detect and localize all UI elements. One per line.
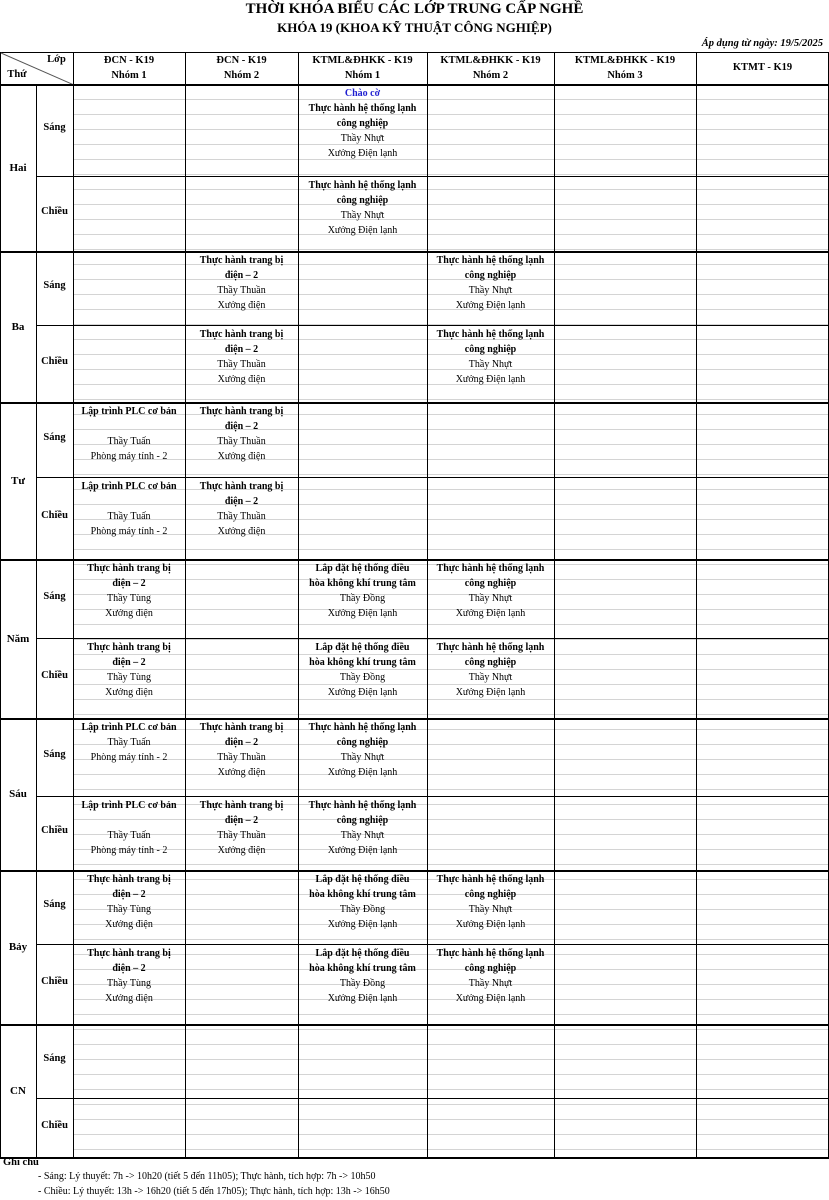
session-divider bbox=[36, 176, 829, 177]
session-label: Sáng bbox=[43, 280, 66, 291]
detail-line: Xưởng điện bbox=[105, 919, 153, 930]
subject-line: công nghiệp bbox=[464, 578, 517, 589]
session-label: Sáng bbox=[43, 899, 66, 910]
column-header bbox=[427, 53, 554, 83]
detail-line: Thầy Nhựt bbox=[468, 359, 513, 370]
schedule-cell bbox=[185, 798, 298, 858]
schedule-cell bbox=[73, 798, 185, 858]
column-header-class: KTML&ĐHKK - K19 bbox=[312, 55, 413, 66]
session-divider bbox=[36, 477, 829, 478]
subject-line: điện – 2 bbox=[224, 344, 259, 355]
detail-line: Xưởng Điện lạnh bbox=[327, 767, 398, 778]
subject-line: Lập trình PLC cơ bản bbox=[81, 406, 177, 417]
schedule-cell bbox=[298, 872, 427, 932]
row-gridline bbox=[73, 939, 829, 940]
detail-line: Phòng máy tính - 2 bbox=[90, 845, 168, 856]
schedule-cell bbox=[298, 946, 427, 1006]
day-divider bbox=[0, 1157, 829, 1159]
subject-line: Lắp đặt hệ thống điều bbox=[315, 563, 410, 574]
session-label: Chiều bbox=[41, 205, 68, 217]
subject-line: Lập trình PLC cơ bản bbox=[81, 481, 177, 492]
subject-line: Thực hành hệ thống lạnh bbox=[436, 255, 545, 266]
row-gridline bbox=[73, 1119, 829, 1120]
subject-line: điện – 2 bbox=[224, 815, 259, 826]
session-divider bbox=[36, 944, 829, 945]
detail-line: Thầy Tuấn bbox=[107, 737, 151, 748]
subject-line: hòa không khí trung tâm bbox=[309, 963, 416, 974]
detail-line: Xưởng Điện lạnh bbox=[455, 300, 526, 311]
schedule-cell bbox=[73, 404, 185, 464]
subject-line: điện – 2 bbox=[112, 963, 146, 974]
detail-line: Thầy Nhựt bbox=[340, 133, 385, 144]
row-gridline bbox=[73, 789, 829, 790]
session-divider bbox=[36, 638, 829, 639]
detail-line: Thầy Tuấn bbox=[107, 511, 151, 522]
subject-line: điện – 2 bbox=[224, 737, 259, 748]
schedule-cell bbox=[427, 253, 554, 313]
subject-line: công nghiệp bbox=[464, 270, 517, 281]
detail-line: Thầy Đồng bbox=[339, 904, 386, 915]
detail-line: Thầy Đồng bbox=[339, 672, 386, 683]
column-header-group: Nhóm 2 bbox=[223, 70, 260, 81]
column-divider bbox=[554, 52, 555, 1157]
detail-line: Thầy Nhựt bbox=[340, 210, 385, 221]
detail-line: Thầy Tuấn bbox=[107, 830, 151, 841]
subject-line: hòa không khí trung tâm bbox=[309, 578, 416, 589]
session-divider bbox=[36, 1098, 829, 1099]
column-header bbox=[73, 53, 185, 83]
schedule-cell bbox=[298, 86, 427, 161]
row-gridline bbox=[73, 549, 829, 550]
subject-line: Thực hành hệ thống lạnh bbox=[308, 722, 417, 733]
session-label: Chiều bbox=[41, 825, 68, 836]
row-gridline bbox=[73, 204, 829, 205]
detail-line: Thầy Đồng bbox=[339, 978, 386, 989]
subject-line: Thực hành trang bị bbox=[199, 255, 284, 266]
detail-line: Thầy Nhựt bbox=[468, 285, 513, 296]
subject-line: điện – 2 bbox=[224, 270, 259, 281]
row-gridline bbox=[73, 1074, 829, 1075]
detail-line: Thầy Thuần bbox=[217, 511, 266, 522]
subject-line: Thực hành hệ thống lạnh bbox=[308, 800, 417, 811]
subject-line: công nghiệp bbox=[464, 344, 517, 355]
detail-line: Xưởng Điện lạnh bbox=[327, 148, 398, 159]
detail-line: Xưởng Điện lạnh bbox=[327, 993, 398, 1004]
detail-line: Thầy Tùng bbox=[107, 904, 151, 915]
column-divider bbox=[36, 84, 37, 1157]
subject-line: Thực hành hệ thống lạnh bbox=[436, 563, 545, 574]
subject-line: Lập trình PLC cơ bản bbox=[81, 722, 177, 733]
schedule-cell bbox=[185, 720, 298, 780]
detail-line: Thầy Nhựt bbox=[340, 752, 385, 763]
detail-line: Thầy Thuần bbox=[217, 359, 266, 370]
subject-line: hòa không khí trung tâm bbox=[309, 657, 416, 668]
session-label: Chiều bbox=[41, 1119, 68, 1131]
subject-line: Thực hành trang bị bbox=[199, 722, 284, 733]
detail-line: Xưởng Điện lạnh bbox=[327, 919, 398, 930]
detail-line: Thầy Thuần bbox=[217, 436, 266, 447]
session-divider bbox=[36, 325, 829, 326]
subject-line: Thực hành trang bị bbox=[87, 642, 171, 653]
schedule-cell bbox=[427, 872, 554, 932]
column-header-class: ĐCN - K19 bbox=[216, 55, 267, 66]
row-gridline bbox=[73, 1059, 829, 1060]
detail-line: Thầy Tuấn bbox=[107, 436, 151, 447]
subject-line: điện – 2 bbox=[224, 496, 259, 507]
row-gridline bbox=[73, 219, 829, 220]
detail-line: Xưởng Điện lạnh bbox=[327, 687, 398, 698]
schedule-cell bbox=[427, 640, 554, 700]
column-divider bbox=[185, 52, 186, 1157]
column-divider bbox=[696, 52, 697, 1157]
row-gridline bbox=[73, 1134, 829, 1135]
session-label: Chiều bbox=[41, 355, 68, 367]
schedule-cell bbox=[298, 798, 427, 858]
day-label: Hai bbox=[9, 161, 27, 174]
schedule-cell bbox=[298, 640, 427, 700]
detail-line: Xưởng Điện lạnh bbox=[327, 845, 398, 856]
detail-line: Xưởng điện bbox=[217, 374, 266, 385]
detail-line: Phòng máy tính - 2 bbox=[90, 752, 168, 763]
detail-line: Xưởng điện bbox=[217, 526, 266, 537]
corner-class-label: Lớp bbox=[47, 54, 66, 65]
day-divider bbox=[0, 251, 829, 253]
detail-line: Thầy Nhựt bbox=[468, 593, 513, 604]
row-gridline bbox=[73, 249, 829, 250]
subject-line: điện – 2 bbox=[112, 578, 146, 589]
day-label: Năm bbox=[6, 632, 30, 645]
notes-label: Ghi chú bbox=[3, 1157, 39, 1168]
column-header-group: Nhóm 2 bbox=[472, 70, 509, 81]
session-label: Sáng bbox=[43, 431, 66, 443]
detail-line: Thầy Nhựt bbox=[468, 978, 513, 989]
detail-line: Thầy Tùng bbox=[107, 593, 151, 604]
detail-line: Xưởng Điện lạnh bbox=[327, 608, 398, 619]
subject-line: điện – 2 bbox=[224, 421, 259, 432]
day-label: Tư bbox=[11, 474, 25, 487]
detail-line: Thầy Tùng bbox=[107, 978, 151, 989]
detail-line: Xưởng điện bbox=[105, 687, 153, 698]
schedule-cell bbox=[73, 561, 185, 621]
page-subtitle: KHÓA 19 (KHOA KỸ THUẬT CÔNG NGHIỆP) bbox=[277, 20, 552, 35]
detail-line: Thầy Thuần bbox=[217, 830, 266, 841]
row-gridline bbox=[73, 1014, 829, 1015]
row-gridline bbox=[73, 234, 829, 235]
row-gridline bbox=[73, 714, 829, 715]
row-gridline bbox=[73, 159, 829, 160]
column-header bbox=[696, 60, 829, 75]
row-gridline bbox=[73, 114, 829, 115]
session-label: Sáng bbox=[43, 749, 66, 760]
detail-line bbox=[73, 813, 185, 828]
detail-line: Thầy Nhựt bbox=[468, 672, 513, 683]
detail-line: Xưởng Điện lạnh bbox=[455, 687, 526, 698]
schedule-cell bbox=[298, 561, 427, 621]
row-gridline bbox=[73, 174, 829, 175]
schedule-cell bbox=[73, 640, 185, 700]
row-gridline bbox=[73, 1149, 829, 1150]
row-gridline bbox=[73, 189, 829, 190]
subject-line: Lắp đặt hệ thống điều bbox=[315, 874, 410, 885]
schedule-cell bbox=[298, 178, 427, 238]
subject-line: Thực hành trang bị bbox=[199, 800, 284, 811]
subject-line: công nghiệp bbox=[464, 963, 517, 974]
subject-line: công nghiệp bbox=[336, 118, 389, 129]
subject-line: Thực hành trang bị bbox=[199, 406, 284, 417]
notes-line-morning: - Sáng: Lý thuyết: 7h -> 10h20 (tiết 5 đến 11h05); Thực hành, tích hợp: 7h -> 10h50 bbox=[38, 1171, 376, 1182]
timetable-grid bbox=[0, 52, 829, 1157]
session-label: Chiều bbox=[41, 670, 68, 681]
detail-line: Thầy Nhựt bbox=[340, 830, 385, 841]
row-gridline bbox=[73, 99, 829, 100]
day-label: Bảy bbox=[8, 941, 28, 953]
detail-line: Thầy Thuần bbox=[217, 752, 266, 763]
ceremony-line: Chào cờ bbox=[344, 88, 381, 99]
schedule-cell bbox=[73, 946, 185, 1006]
detail-line: Xưởng điện bbox=[217, 300, 266, 311]
subject-line: công nghiệp bbox=[336, 737, 389, 748]
schedule-cell bbox=[185, 404, 298, 464]
subject-line: hòa không khí trung tâm bbox=[309, 889, 416, 900]
subject-line: công nghiệp bbox=[336, 195, 389, 206]
session-label: Sáng bbox=[43, 1053, 66, 1064]
subject-line: điện – 2 bbox=[112, 889, 146, 900]
row-gridline bbox=[73, 1029, 829, 1030]
session-label: Chiều bbox=[41, 976, 68, 987]
detail-line: Thầy Thuần bbox=[217, 285, 266, 296]
row-gridline bbox=[73, 864, 829, 865]
detail-line: Thầy Tùng bbox=[107, 672, 151, 683]
row-gridline bbox=[73, 1089, 829, 1090]
row-gridline bbox=[73, 399, 829, 400]
schedule-cell bbox=[73, 872, 185, 932]
subject-line: Thực hành trang bị bbox=[199, 481, 284, 492]
subject-line: Thực hành hệ thống lạnh bbox=[436, 329, 545, 340]
schedule-cell bbox=[298, 720, 427, 780]
schedule-cell bbox=[73, 720, 185, 765]
subject-line: Lắp đặt hệ thống điều bbox=[315, 948, 410, 959]
subject-line: công nghiệp bbox=[464, 657, 517, 668]
subject-line: Lập trình PLC cơ bản bbox=[81, 800, 177, 811]
day-label: Ba bbox=[11, 320, 25, 333]
apply-date: Áp dụng từ ngày: 19/5/2025 bbox=[701, 38, 823, 49]
row-gridline bbox=[73, 1104, 829, 1105]
day-label: CN bbox=[10, 1084, 26, 1097]
row-gridline bbox=[73, 474, 829, 475]
schedule-cell bbox=[427, 946, 554, 1006]
day-divider bbox=[0, 1024, 829, 1026]
schedule-cell bbox=[73, 479, 185, 539]
detail-line: Xưởng Điện lạnh bbox=[455, 919, 526, 930]
subject-line: Thực hành hệ thống lạnh bbox=[436, 642, 545, 653]
day-label: Sáu bbox=[9, 788, 27, 800]
session-label: Sáng bbox=[43, 590, 66, 602]
column-header-group: Nhóm 1 bbox=[111, 70, 147, 81]
detail-line: Xưởng Điện lạnh bbox=[327, 225, 398, 236]
detail-line: Xưởng điện bbox=[105, 608, 153, 619]
row-gridline bbox=[73, 129, 829, 130]
detail-line: Xưởng điện bbox=[217, 845, 266, 856]
column-header bbox=[554, 53, 696, 83]
session-divider bbox=[36, 796, 829, 797]
column-header-class: KTML&ĐHKK - K19 bbox=[574, 55, 676, 66]
column-header-group: Nhóm 1 bbox=[344, 70, 381, 81]
schedule-cell bbox=[185, 479, 298, 539]
subject-line: Thực hành trang bị bbox=[87, 563, 171, 574]
schedule-cell bbox=[427, 561, 554, 621]
detail-line: Xưởng Điện lạnh bbox=[455, 608, 526, 619]
detail-line: Thầy Nhựt bbox=[468, 904, 513, 915]
detail-line: Xưởng điện bbox=[105, 993, 153, 1004]
row-gridline bbox=[73, 144, 829, 145]
row-gridline bbox=[73, 1044, 829, 1045]
schedule-cell bbox=[185, 327, 298, 387]
detail-line: Xưởng điện bbox=[217, 451, 266, 462]
subject-line: Thực hành hệ thống lạnh bbox=[308, 103, 417, 114]
column-divider bbox=[0, 52, 1, 1157]
detail-line bbox=[73, 419, 185, 434]
subject-line: điện – 2 bbox=[112, 657, 146, 668]
session-label: Chiều bbox=[41, 510, 68, 521]
detail-line: Thầy Đồng bbox=[339, 593, 386, 604]
session-label: Sáng bbox=[43, 122, 66, 133]
detail-line bbox=[73, 494, 185, 509]
subject-line: công nghiệp bbox=[464, 889, 517, 900]
column-header bbox=[185, 53, 298, 83]
column-header bbox=[298, 53, 427, 83]
schedule-cell bbox=[185, 253, 298, 313]
corner-day-label: Thứ bbox=[7, 69, 27, 80]
column-header-class: ĐCN - K19 bbox=[103, 55, 155, 66]
column-header-class: KTML&ĐHKK - K19 bbox=[440, 55, 541, 66]
subject-line: Thực hành hệ thống lạnh bbox=[436, 874, 545, 885]
notes-line-afternoon: - Chiều: Lý thuyết: 13h -> 16h20 (tiết 5 đến 17h05); Thực hành, tích hợp: 13h -> 16h50 bbox=[38, 1186, 390, 1197]
detail-line: Phòng máy tính - 2 bbox=[90, 451, 168, 462]
subject-line: Thực hành hệ thống lạnh bbox=[308, 180, 417, 191]
column-header-group: Nhóm 3 bbox=[607, 70, 643, 81]
subject-line: Thực hành hệ thống lạnh bbox=[436, 948, 545, 959]
detail-line: Xưởng Điện lạnh bbox=[455, 374, 526, 385]
detail-line: Xưởng điện bbox=[217, 767, 266, 778]
detail-line: Xưởng Điện lạnh bbox=[455, 993, 526, 1004]
detail-line: Phòng máy tính - 2 bbox=[90, 526, 168, 537]
subject-line: công nghiệp bbox=[336, 815, 389, 826]
subject-line: Thực hành trang bị bbox=[199, 329, 284, 340]
subject-line: Lắp đặt hệ thống điều bbox=[315, 642, 410, 653]
subject-line: Thực hành trang bị bbox=[87, 948, 171, 959]
subject-line: Thực hành trang bị bbox=[87, 874, 171, 885]
page-title: THỜI KHÓA BIỂU CÁC LỚP TRUNG CẤP NGHỀ bbox=[245, 1, 584, 17]
schedule-cell bbox=[427, 327, 554, 387]
column-header-class: KTMT - K19 bbox=[732, 62, 793, 73]
row-gridline bbox=[73, 624, 829, 625]
